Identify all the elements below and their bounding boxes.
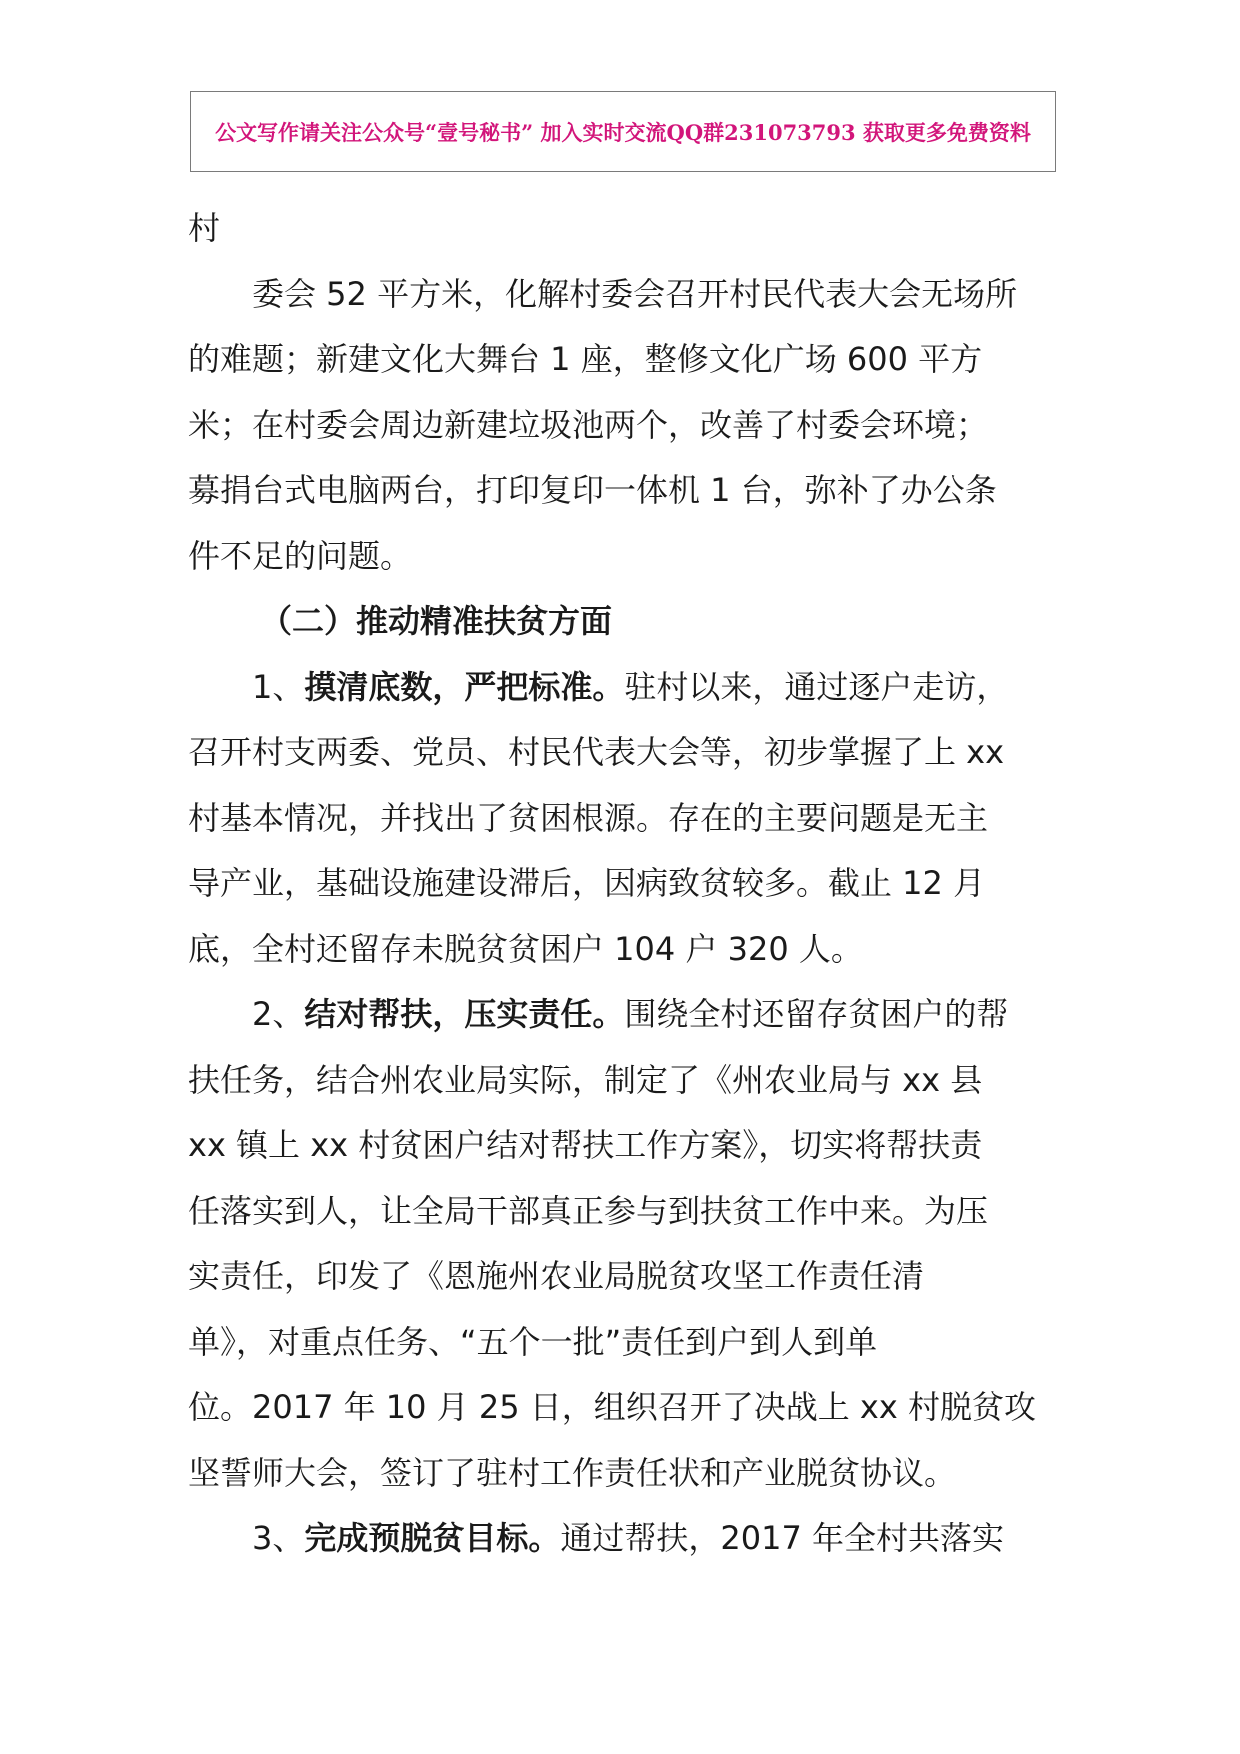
item-3-first-line — [188, 1506, 1058, 1572]
text-line: 件不足的问题。 — [188, 536, 413, 575]
item-text: 驻村以来，通过逐户走访， — [624, 667, 1009, 706]
text-line: 扶任务，结合州农业局实际，制定了《州农业局与 xx 县 — [188, 1060, 983, 1099]
text-line: 实责任，印发了《恩施州农业局脱贫攻坚工作责任清 — [188, 1257, 925, 1295]
item-text: 通过帮扶，2017 年全村共落实 — [560, 1519, 1005, 1557]
item-text: 围绕全村还留存贫困户的帮 — [624, 995, 1009, 1033]
text-line: 村 — [188, 209, 221, 247]
text-line: 单》，对重点任务、“五个一批”责任到户到人到单 — [188, 1322, 878, 1361]
item-number: 3、 — [252, 1519, 305, 1557]
text-line: xx 镇上 xx 村贫困户结对帮扶工作方案》，切实将帮扶责 — [188, 1126, 983, 1164]
item-2-first-line — [188, 982, 1058, 1048]
item-title: 结对帮扶，压实责任。 — [304, 995, 625, 1033]
text-line: 村基本情况，并找出了贫困根源。存在的主要问题是无主 — [188, 798, 989, 837]
item-title: 摸清底数，严把标准。 — [304, 667, 625, 706]
text-line: 坚誓师大会，签订了驻村工作责任状和产业脱贫协议。 — [188, 1453, 957, 1492]
text-line: 募捐台式电脑两台，打印复印一体机 1 台，弥补了办公条 — [188, 471, 997, 509]
document-body — [188, 196, 1058, 1572]
text-line: 任落实到人，让全局干部真正参与到扶贫工作中来。为压 — [188, 1191, 989, 1230]
item-1-first-line — [188, 655, 1058, 721]
item-number: 1、 — [252, 667, 305, 706]
promo-banner — [190, 91, 1056, 172]
item-title: 完成预脱贫目标。 — [304, 1519, 561, 1557]
text-line: 召开村支两委、党员、村民代表大会等，初步掌握了上 xx — [188, 733, 1005, 771]
text-line: 的难题；新建文化大舞台 1 座，整修文化广场 600 平方 — [188, 340, 983, 378]
text-line: 导产业，基础设施建设滞后，因病致贫较多。截止 12 月 — [188, 864, 986, 902]
text-line: 委会 52 平方米，化解村委会召开村民代表大会无场所 — [252, 274, 1018, 313]
text-line: 底，全村还留存未脱贫贫困户 104 户 320 人。 — [188, 929, 863, 968]
text-line: 位。2017 年 10 月 25 日，组织召开了决战上 xx 村脱贫攻 — [188, 1388, 1036, 1426]
item-number: 2、 — [252, 995, 305, 1033]
text-line: 米；在村委会周边新建垃圾池两个，改善了村委会环境； — [188, 405, 989, 444]
promo-banner-text: 公文写作请关注公众号“壹号秘书” 加入实时交流QQ群231073793 获取更多免费资料 — [215, 119, 1031, 145]
section-heading: （二）推动精准扶贫方面 — [260, 602, 613, 640]
